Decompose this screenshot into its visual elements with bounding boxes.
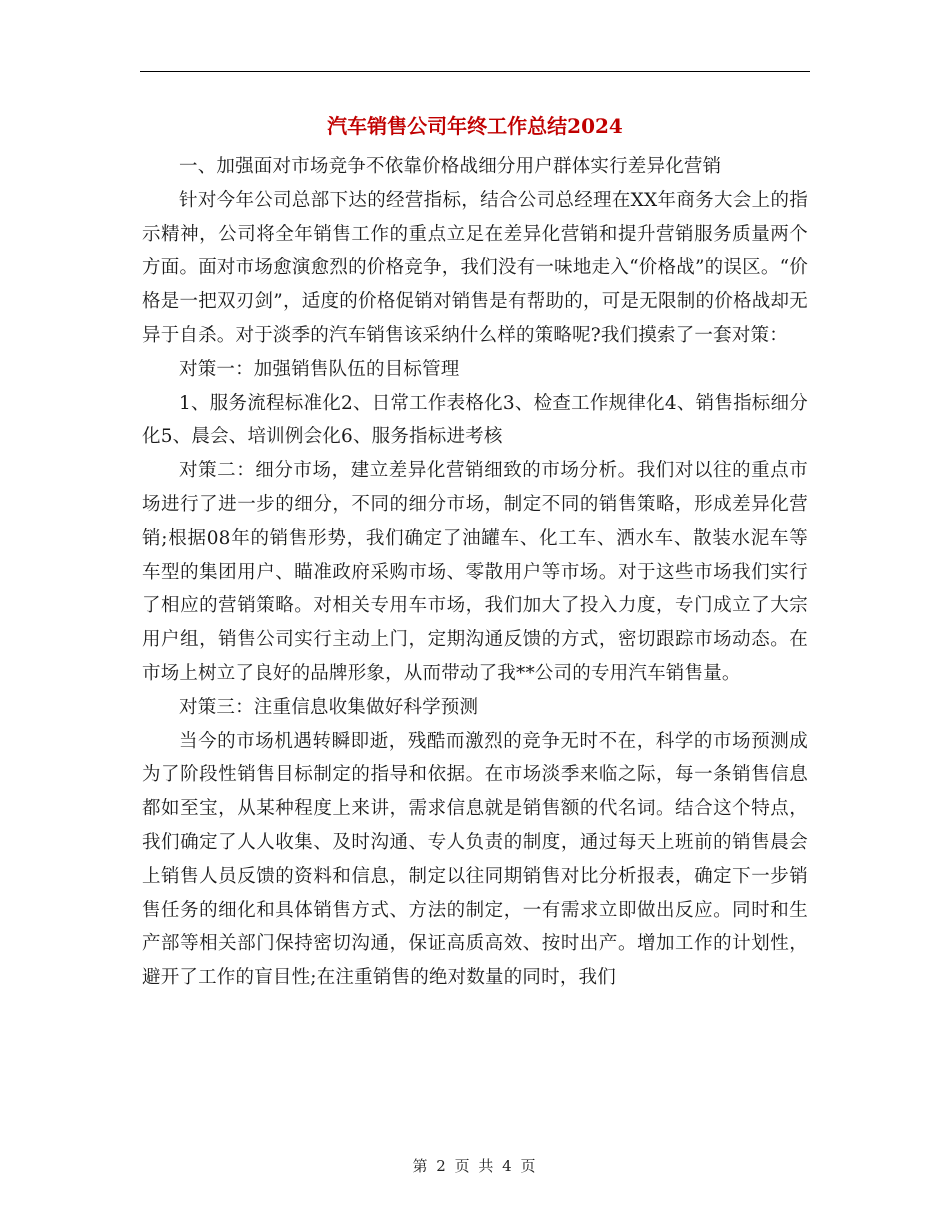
body-paragraph: 针对今年公司总部下达的经营指标，结合公司总经理在XX年商务大会上的指示精神，公司将全年销售工作的重点立足在差异化营销和提升营销服务质量两个方面。面对市场愈演愈烈的价格竞争，我们没有一味地走入“价格战”的误区。“价格是一把双刃剑”，适度的价格促销对销售是有帮助的，可是无限制的价格战却无异于自杀。对于淡季的汽车销售该采纳什么样的策略呢?我们摸索了一套对策：: [142, 189, 808, 346]
body-paragraph: 当今的市场机遇转瞬即逝，残酷而激烈的竞争无时不在，科学的市场预测成为了阶段性销售目标制定的指导和依据。在市场淡季来临之际，每一条销售信息都如至宝，从某种程度上来讲，需求信息就是销售额的代名词。结合这个特点，我们确定了人人收集、及时沟通、专人负责的制度，通过每天上班前的销售晨会上销售人员反馈的资料和信息，制定以往同期销售对比分析报表，确定下一步销售任务的细化和具体销售方式、方法的制定，一有需求立即做出反应。同时和生产部等相关部门保持密切沟通，保证高质高效、按时出产。增加工作的计划性，避开了工作的盲目性;在注重销售的绝对数量的同时，我们: [142, 730, 808, 989]
page-number: 第 2 页 共 4 页: [412, 1157, 538, 1175]
strategy-heading: 对策三：注重信息收集做好科学预测: [179, 696, 479, 718]
header-rule: [140, 71, 810, 72]
body-paragraph: 1、服务流程标准化2、日常工作表格化3、检查工作规律化4、销售指标细分化5、晨会、培训例会化6、服务指标进考核: [142, 392, 808, 448]
document-body: [142, 150, 808, 995]
strategy-heading: 对策一：加强销售队伍的目标管理: [179, 358, 460, 380]
body-paragraph: 对策二：细分市场，建立差异化营销细致的市场分析。我们对以往的重点市场进行了进一步的细分，不同的细分市场，制定不同的销售策略，形成差异化营销;根据08年的销售形势，我们确定了油罐车、化工车、洒水车、散装水泥车等车型的集团用户、瞄准政府采购市场、零散用户等市场。对于这些市场我们实行了相应的营销策略。对相关专用车市场，我们加大了投入力度，专门成立了大宗用户组，销售公司实行主动上门，定期沟通反馈的方式，密切跟踪市场动态。在市场上树立了良好的品牌形象，从而带动了我**公司的专用汽车销售量。: [142, 460, 808, 684]
section-heading: 一、加强面对市场竞争不依靠价格战细分用户群体实行差异化营销: [179, 156, 722, 177]
document-title: 汽车销售公司年终工作总结2024: [327, 114, 623, 138]
